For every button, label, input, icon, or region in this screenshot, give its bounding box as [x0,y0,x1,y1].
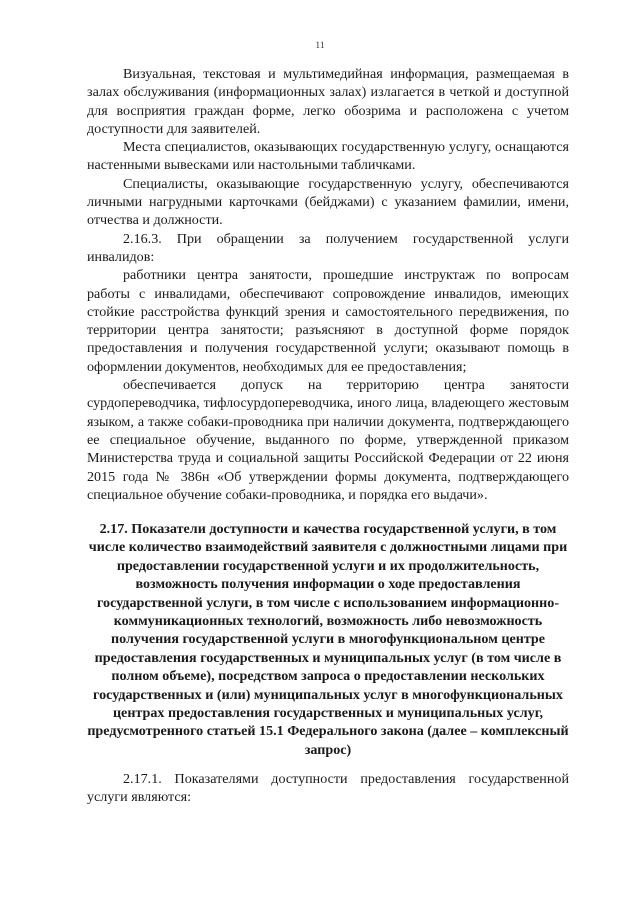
paragraph-staff-assistance: работники центра занятости, прошедшие инструктаж по вопросам работы с инвалидами, обеспечивают сопровождение инвалидов, имеющих стойкие расстройства функций зрения и самостоятельного передвижения, по территории центра занятости; разъясняют в доступной форме порядок предоставления и получения государственной услуги; оказывают помощь в оформлении документов, необходимых для ее предоставления; [87,267,569,375]
section-heading-2-17: 2.17. Показатели доступности и качества государственной услуги, в том числе количество взаимодействий заявителя с должностными лицами при предоставлении государственной услуги и их продолжительность, возможность получения информации о ходе предоставления государственной услуги, в том числе с использованием информационно-коммуникационных технологий, возможность либо невозможность получения государственной услуги в многофункциональном центре предоставления государственных и муниципальных услуг (в том числе в полном объеме), посредством запроса о предоставлении нескольких государственных и (или) муниципальных услуг в многофункциональных центрах предоставления государственных и муниципальных услуг, предусмотренного статьей 15.1 Федерального закона (далее – комплексный запрос) [87,521,569,758]
paragraph-2-17-1: 2.17.1. Показателями доступности предоставления государственной услуги являются: [87,771,569,806]
paragraph-specialist-badges: Специалисты, оказывающие государственную услугу, обеспечиваются личными нагрудными карточками (бейджами) с указанием фамилии, имени, отчества и должности. [87,175,569,229]
paragraph-specialist-places: Места специалистов, оказывающих государственную услугу, оснащаются настенными вывесками или настольными табличками. [87,139,569,174]
page-number: 11 [315,41,325,51]
paragraph-visual-info: Визуальная, текстовая и мультимедийная информация, размещаемая в залах обслуживания (информационных залах) излагается в четкой и доступной для восприятия граждан форме, легко обозрима и расположена с учетом доступности для заявителей. [87,66,569,137]
body-text [87,65,569,504]
paragraph-access-admission: обеспечивается допуск на территорию центра занятости сурдопереводчика, тифлосурдопереводчика, иного лица, владеющего жестовым языком, а также собаки-проводника при наличии документа, подтверждающего ее специальное обучение, выданного по форме, утвержденной приказом Министерства труда и социальной защиты Российской Федерации от 22 июня 2015 года № 386н «Об утверждении формы документа, подтверждающего специальное обучение собаки-проводника, и порядка его выдачи». [87,377,569,503]
tail-text [87,770,569,807]
paragraph-2-16-3: 2.16.3. При обращении за получением государственной услуги инвалидов: [87,230,569,265]
